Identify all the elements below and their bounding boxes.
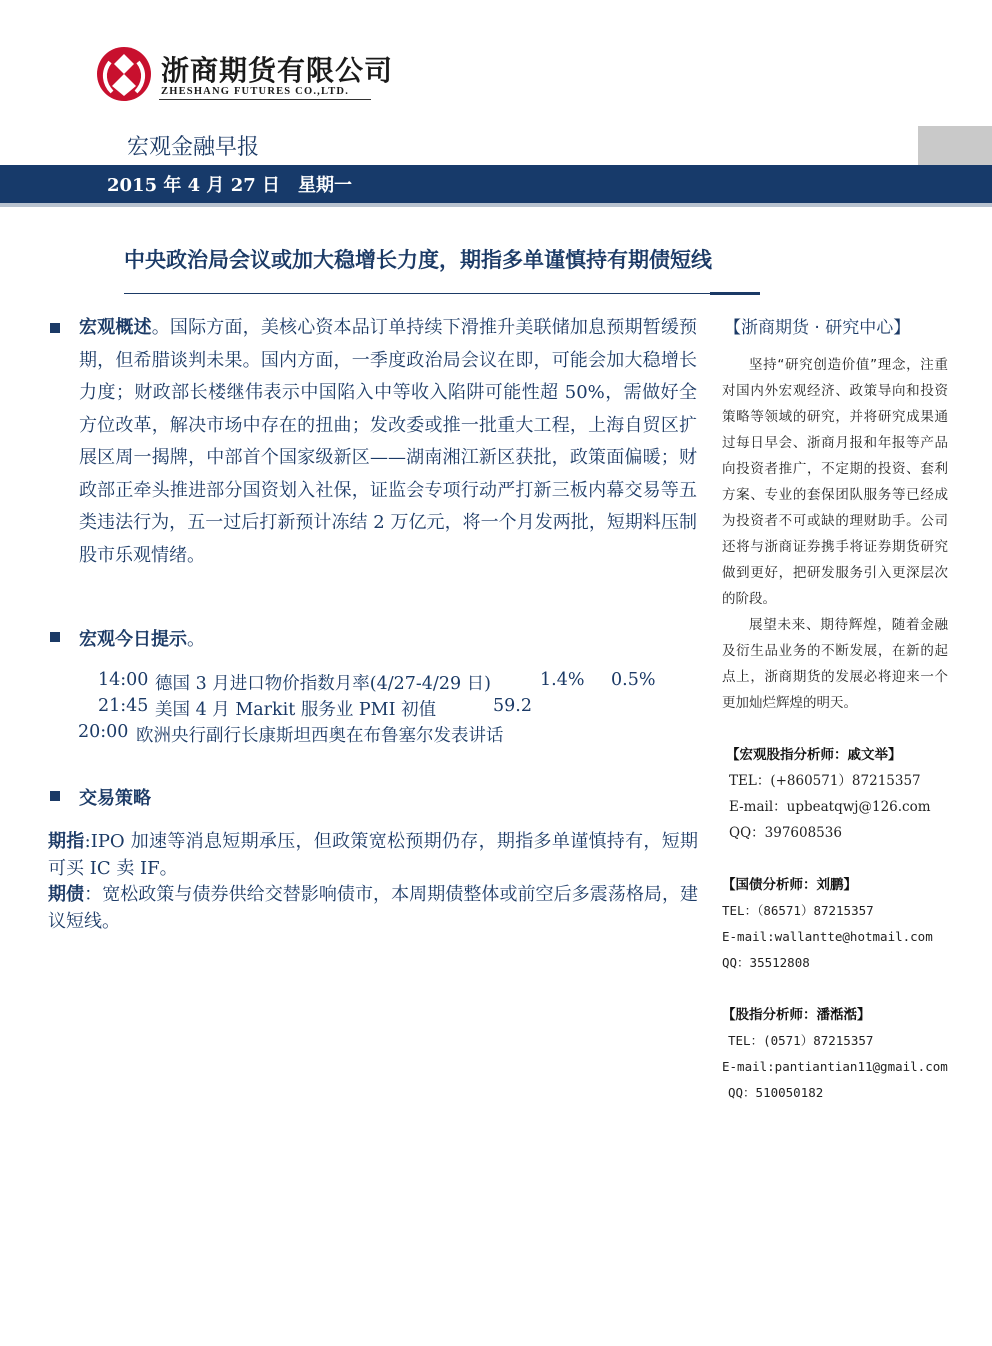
analyst-heading: 【宏观股指分析师：戚文举】	[726, 747, 902, 763]
analyst-email: E-mail：upbeatqwj@126.com	[729, 799, 931, 815]
overview-title: 宏观概述	[79, 317, 152, 338]
headline: 中央政治局会议或加大稳增长力度，期指多单谨慎持有期债短线	[124, 248, 712, 272]
company-name-en: ZHESHANG FUTURES CO.,LTD.	[161, 86, 350, 97]
strategy-text: IPO 加速等消息短期承压，但政策宽松预期仍存，期指多单谨慎持有，短期可买 IC 卖 IF。	[48, 831, 698, 879]
event-time: 20:00	[78, 722, 129, 742]
analyst-tel: TEL：(+860571）87215357	[729, 773, 921, 789]
event-previous: 1.4%	[540, 670, 585, 690]
analyst-email: E-mail:pantiantian11@gmail.com	[722, 1059, 948, 1074]
analyst-card	[722, 1002, 948, 1106]
research-center-title: 【浙商期货 · 研究中心】	[724, 318, 911, 338]
intro-paragraph: 展望未来、期待辉煌，随着金融及衍生品业务的不断发展，在新的起点上，浙商期货的发展必将迎来一个更加灿烂辉煌的明天。	[722, 617, 948, 711]
strategy-label: 期指	[48, 831, 85, 852]
company-logo-icon	[96, 46, 152, 102]
analyst-qq: QQ：397608536	[729, 825, 842, 841]
date-value: 2015 年 4 月 27 日	[107, 175, 281, 196]
today-section-title	[79, 625, 205, 651]
strategy-sep: :	[84, 831, 91, 852]
strategy-text: 宽松政策与债券供给交替影响债市，本周期债整体或前空后多震荡格局，建议短线。	[48, 884, 699, 932]
intro-paragraph: 坚持“研究创造价值”理念，注重对国内外宏观经济、政策导向和投资策略等领域的研究，并将研究成果通过每日早会、浙商月报和年报等产品向投资者推广，不定期的投资、套利方案、专业的套保团队服务等已经成为投资者不可或缺的理财助手。公司还将与浙商证券携手将证券期货研究做到更好，把研发服务引入更深层次的阶段。	[722, 357, 948, 607]
analyst-heading: 【股指分析师：潘湉湉】	[722, 1007, 871, 1023]
strategy-label: 期债	[48, 884, 85, 905]
overview-text: 。国际方面，美核心资本品订单持续下滑推升美联储加息预期暂缓预期，但希腊谈判未果。国内方面，一季度政治局会议在即，可能会加大稳增长力度；财政部长楼继伟表示中国陷入中等收入陷阱可能性超 50%，需做好全方位改革，解决市场中存在的扭曲；发改委或推一批重大工程，上海自贸区扩展区周一揭牌，中部首个国家级新区——湖南湘江新区获批，政策面偏暖；财政部正牵头推进部分国资划入社保，证监会专项行动严打新三板内幕交易等五类违法行为，五一过后打新预计冻结 2 万亿元，将一个月发两批，短期料压制股市乐观情绪。	[79, 317, 698, 566]
event-forecast: 0.5%	[611, 670, 656, 690]
analyst-card	[726, 742, 931, 846]
today-title: 宏观今日提示	[79, 629, 187, 650]
event-calendar	[0, 670, 700, 750]
headline-rule-accent	[710, 292, 760, 295]
bullet-icon	[50, 791, 60, 801]
strategy-sep: ：	[84, 884, 103, 905]
weekday: 星期一	[298, 175, 353, 196]
analyst-card	[722, 872, 933, 976]
report-date	[107, 171, 352, 197]
strategy-bond-futures	[48, 882, 698, 935]
report-type: 宏观金融早报	[127, 135, 260, 160]
corner-block	[918, 126, 992, 165]
headline-rule	[124, 293, 710, 294]
company-name-cn: 浙商期货有限公司	[161, 54, 394, 87]
analyst-tel: TEL：(0571）87215357	[728, 1033, 874, 1048]
analyst-heading: 【国债分析师：刘鹏】	[722, 877, 857, 893]
strategy-index-futures	[48, 829, 698, 882]
overview-paragraph	[79, 312, 697, 572]
analyst-qq: QQ：35512808	[722, 955, 810, 970]
bullet-icon	[50, 632, 60, 642]
event-previous: 59.2	[493, 696, 532, 716]
event-time: 14:00	[98, 670, 149, 690]
date-band-shadow	[0, 203, 992, 207]
bullet-icon	[50, 323, 60, 333]
analyst-tel: TEL：（86571）87215357	[722, 903, 874, 918]
research-center-intro	[722, 352, 948, 716]
event-time: 21:45	[98, 696, 149, 716]
analyst-email: E-mail:wallantte@hotmail.com	[722, 929, 933, 944]
event-name: 欧洲央行副行长康斯坦西奥在布鲁塞尔发表讲话	[136, 726, 504, 746]
today-title-suffix: 。	[187, 629, 205, 650]
analyst-qq: QQ：510050182	[728, 1085, 824, 1100]
event-name: 德国 3 月进口物价指数月率(4/27-4/29 日)	[155, 674, 491, 694]
logo-divider	[159, 99, 371, 100]
strategy-title: 交易策略	[79, 788, 151, 809]
event-name: 美国 4 月 Markit 服务业 PMI 初值	[155, 700, 437, 720]
